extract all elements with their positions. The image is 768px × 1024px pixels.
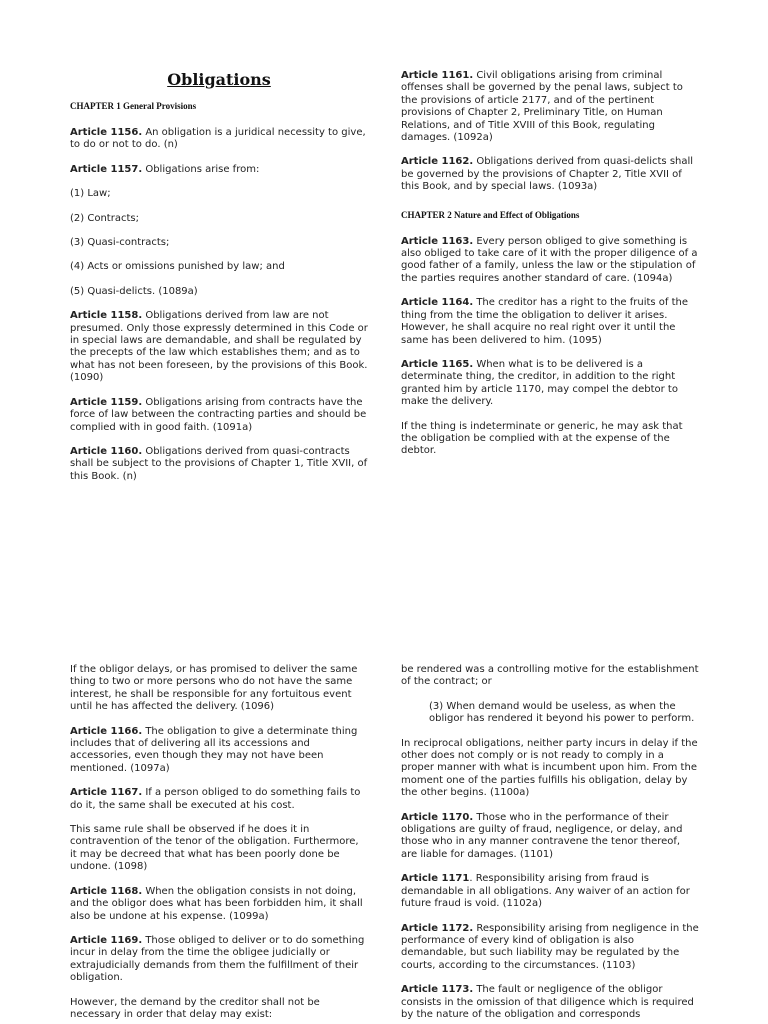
paragraph-text: Those obliged to deliver or to do something incur in delay from the time the obligee judicially or extrajudicially demands from them the fulfillment of their obligation. (70, 934, 365, 984)
paragraph (70, 127, 368, 152)
paragraph-text: When the obligation consists in not doing, and the obligor does what has been forbidden him, it shall also be undone at his expense. (1099a) (70, 885, 363, 922)
list-item-3: (3) When demand would be useless, as when the obligor has rendered it beyond his power to perform. (429, 700, 695, 725)
paragraph-text: Every person obliged to give something is also obliged to take care of it with the proper diligence of a good father of a family, unless the law or the stipulation of the parties requires another standard of care. (1094a) (401, 235, 698, 284)
article-number: Article 1164. (401, 297, 474, 309)
paragraph (70, 237, 368, 249)
chapter-heading: CHAPTER 1 General Provisions (70, 101, 197, 111)
chapter-heading: CHAPTER 2 Nature and Effect of Obligations (401, 209, 580, 220)
paragraph-text: Those who in the performance of their obligations are guilty of fraud, negligence, or delay, and those who in any manner contravene the tenor thereof, are liable for damages. (1101) (401, 811, 683, 860)
article-number: Article 1171 (401, 873, 470, 885)
paragraph (401, 70, 699, 144)
paragraph-text: (2) Contracts; (70, 212, 139, 224)
paragraph-text: If the thing is indeterminate or generic, he may ask that the obligation be complied with at the expense of the debtor. (401, 420, 683, 457)
paragraph (70, 935, 368, 985)
paragraph (70, 446, 368, 483)
paragraph (70, 824, 368, 874)
paragraph-list (70, 127, 368, 483)
paragraph-text: Obligations derived from quasi-contracts shall be subject to the provisions of Chapter 1, Title XVII, of this Book. (n) (70, 445, 368, 482)
paragraph (401, 923, 699, 973)
paragraph-text: When what is to be delivered is a determinate thing, the creditor, in addition to the right granted him by article 1170, may compel the debtor to make the delivery. (401, 358, 678, 408)
paragraph (70, 886, 368, 923)
paragraph (70, 213, 368, 225)
paragraph-text: However, the demand by the creditor shall not be necessary in order that delay may exist: (70, 996, 320, 1020)
paragraph-continued: be rendered was a controlling motive for the establishment of the contract; or (401, 664, 699, 688)
paragraph-text: An obligation is a juridical necessity to give, to do or not to do. (n) (70, 127, 366, 151)
document-title: Obligations (167, 70, 271, 89)
top-right-column (401, 70, 699, 470)
paragraph (70, 397, 368, 434)
paragraph (70, 726, 368, 776)
paragraph (70, 286, 368, 298)
paragraph (401, 421, 699, 458)
paragraph (70, 261, 368, 273)
paragraph-text: If a person obliged to do something fails to do it, the same shall be executed at his cost. (70, 787, 361, 811)
paragraph (401, 873, 699, 910)
paragraph-text: If the obligor delays, or has promised to deliver the same thing to two or more persons who do not have the same interest, he shall be responsible for any fortuitous event until he has affected the delivery. (1096) (70, 664, 358, 713)
paragraph-text: The obligation to give a determinate thing includes that of delivering all its accessions and accessories, even though they may not have been mentioned. (1097a) (70, 725, 358, 774)
paragraph (70, 787, 368, 812)
article-number: Article 1161. (401, 70, 474, 81)
article-number: Article 1173. (401, 984, 474, 996)
paragraph (401, 156, 699, 193)
article-number: Article 1165. (401, 358, 474, 370)
paragraph-text: Obligations derived from law are not presumed. Only those expressly determined in this Code or in special laws are demandable, and shall be regulated by the precepts of the law which establishes them; and as to what has not been foreseen, by the provisions of this Book. (1090) (70, 310, 368, 384)
paragraph (70, 164, 368, 176)
paragraph-text: Obligations derived from quasi-delicts shall be governed by the provisions of Chapter 2, Title XVII of this Book, and by special laws. (1093a) (401, 156, 694, 193)
paragraph-list (401, 70, 699, 194)
bottom-left-column (70, 664, 368, 1024)
paragraph (401, 738, 699, 800)
paragraph-text: Civil obligations arising from criminal offenses shall be governed by the penal laws, subject to the provisions of article 2177, and of the pertinent provisions of Chapter 2, Preliminary Title, on Human Relations, and of Title XVIII of this Book, regulating damages. (1092a) (401, 70, 683, 144)
article-number: Article 1163. (401, 235, 474, 247)
paragraph-text: (4) Acts or omissions punished by law; and (70, 261, 285, 273)
article-number: Article 1159. (70, 396, 143, 408)
article-number: Article 1170. (401, 811, 474, 823)
article-number: Article 1172. (401, 922, 474, 934)
paragraph (70, 997, 368, 1022)
bottom-right-column (401, 664, 699, 1024)
article-number: Article 1160. (70, 445, 143, 457)
paragraph (401, 812, 699, 862)
paragraph-text: (5) Quasi-delicts. (1089a) (70, 285, 198, 297)
paragraph-text: (1) Law; (70, 188, 111, 200)
paragraph-text: The creditor has a right to the fruits of the thing from the time the obligation to deliver it arises. However, he shall acquire no real right over it until the same has been delivered to him. (1095) (401, 297, 689, 346)
paragraph-text: Obligations arise from: (142, 163, 260, 175)
article-number: Article 1156. (70, 127, 143, 138)
paragraph (401, 359, 699, 409)
paragraph-list (401, 738, 699, 1022)
paragraph-text: The fault or negligence of the obligor consists in the omission of that diligence which is required by the nature of the obligation and corresponds (401, 984, 694, 1020)
paragraph-text: In reciprocal obligations, neither party incurs in delay if the other does not comply or is not ready to comply in a proper manner with what is incumbent upon him. From the moment one of the parties fulfills his obligation, delay by the other begins. (1100a) (401, 737, 698, 799)
article-number: Article 1157. (70, 163, 143, 175)
page-bottom (0, 655, 768, 1024)
paragraph-text: Responsibility arising from negligence in the performance of every kind of obligation is also demandable, but such liability may be regulated by the courts, according to the circumstances. (1103) (401, 922, 699, 971)
article-number: Article 1158. (70, 310, 143, 322)
paragraph (401, 236, 699, 286)
paragraph-text: . Responsibility arising from fraud is demandable in all obligations. Any waiver of an action for future fraud is void. (1102a) (401, 873, 690, 910)
paragraph-text: Obligations arising from contracts have the force of law between the contracting parties and should be complied with in good faith. (1091a) (70, 396, 367, 433)
paragraph-list (401, 236, 699, 458)
paragraph-text: This same rule shall be observed if he does it in contravention of the tenor of the obligation. Furthermore, it may be decreed that what has been poorly done be undone. (1098) (70, 824, 359, 873)
article-number: Article 1166. (70, 725, 143, 737)
paragraph-text: (3) Quasi-contracts; (70, 237, 170, 249)
article-number: Article 1168. (70, 885, 143, 897)
top-left-column (70, 70, 368, 495)
article-number: Article 1162. (401, 156, 474, 168)
article-number: Article 1169. (70, 934, 143, 946)
paragraph (70, 310, 368, 384)
paragraph (401, 297, 699, 347)
paragraph (70, 188, 368, 200)
paragraph (401, 984, 699, 1021)
paragraph-list (70, 664, 368, 1021)
article-number: Article 1167. (70, 787, 143, 799)
paragraph (70, 664, 368, 714)
